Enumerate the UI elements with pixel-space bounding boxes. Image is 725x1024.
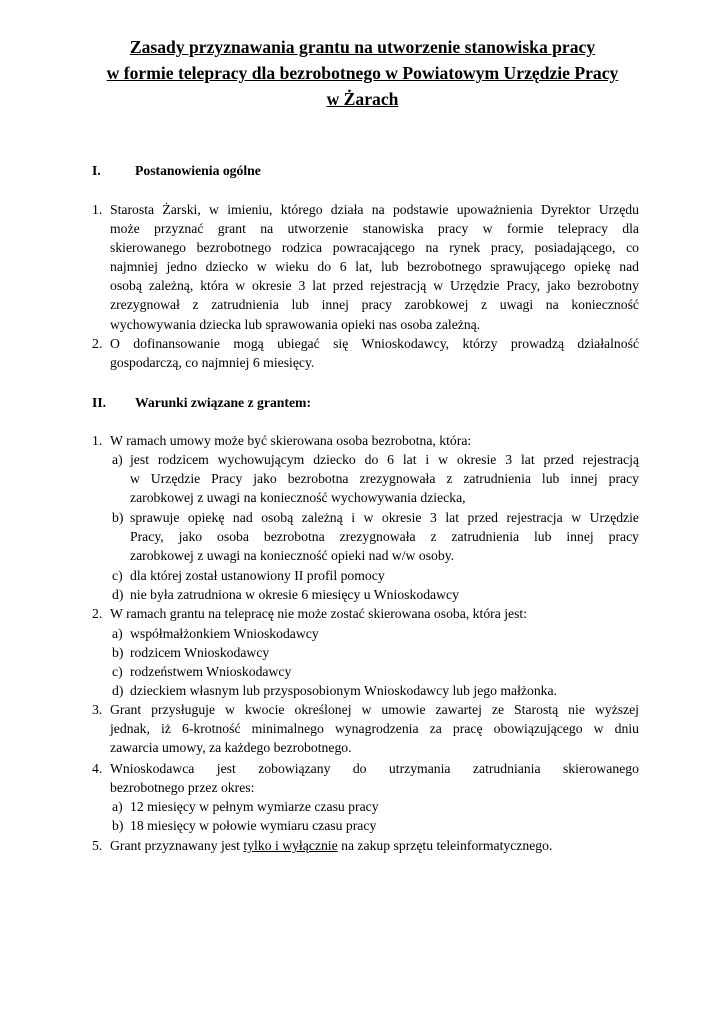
item-letter: d) bbox=[112, 587, 124, 602]
text-line: bezrobotnego przez okres: bbox=[110, 780, 255, 796]
text-line: zrezygnował z zatrudnienia lub innej pracy zarobkowej z uwagi na konieczność bbox=[110, 297, 639, 313]
text-line: może przyznać grant na utworzenie stanowiska pracy w formie telepracy dla bbox=[110, 221, 639, 237]
document-title bbox=[40, 34, 685, 112]
text-line: osobą zależną, która w okresie 3 lat przed rejestracją w Urzędzie Pracy, jako bezrobotny bbox=[110, 278, 639, 294]
text-line: jednak, iż 6-krotność minimalnego wynagrodzenia za pracę obowiązującego w dniu bbox=[110, 721, 639, 737]
item-text bbox=[110, 334, 639, 372]
text-line: Grant przysługuje w kwocie określonej w umowie zawartej ze Starostą nie wyższej bbox=[110, 702, 639, 717]
section-title: Warunki związane z grantem: bbox=[135, 395, 312, 410]
text-line: sprawuje opiekę nad osobą zależną i w okresie 3 lat przed rejestracja w Urzędzie bbox=[130, 510, 639, 525]
title-line-2: w formie telepracy dla bezrobotnego w Powiatowym Urzędzie Pracy bbox=[106, 63, 619, 83]
item-text bbox=[110, 200, 639, 334]
item-number: 3. bbox=[92, 702, 103, 717]
item-letter: a) bbox=[112, 452, 123, 467]
item-letter: a) bbox=[112, 626, 123, 641]
text-line: zarobkowej z uwagi na konieczność wychowywania dziecka, bbox=[130, 490, 466, 506]
item-text bbox=[130, 508, 639, 565]
item-text: dzieckiem własnym lub przysposobionym Wnioskodawcy lub jego małżonka. bbox=[130, 683, 558, 698]
item-text: rodzicem Wnioskodawcy bbox=[130, 645, 270, 660]
item-text bbox=[110, 700, 639, 757]
section-numeral: I. bbox=[92, 163, 101, 178]
text-line: skierowanego bezrobotnego rodzica powracającego na rynek pracy, posiadającego, co bbox=[110, 240, 639, 256]
item-text: nie była zatrudniona w okresie 6 miesięcy u Wnioskodawcy bbox=[130, 587, 459, 602]
text-line: zawarcia umowy, za każdego bezrobotnego. bbox=[110, 740, 352, 756]
item-number: 2. bbox=[92, 336, 103, 351]
item-number: 5. bbox=[92, 838, 103, 853]
text-line: najmniej jedno dziecko w wieku do 6 lat, lub bezrobotnego sprawującego opiekę nad bbox=[110, 259, 639, 275]
underlined-text: tylko i wyłącznie bbox=[243, 838, 338, 853]
item-text: W ramach umowy może być skierowana osoba bezrobotna, która: bbox=[110, 433, 472, 448]
item-number: 1. bbox=[92, 202, 103, 217]
item-number: 2. bbox=[92, 606, 103, 621]
item-text bbox=[130, 450, 639, 507]
text-line: jest rodzicem wychowującym dziecko do 6 lat i w okresie 3 lat przed rejestracją bbox=[130, 452, 639, 467]
item-letter: c) bbox=[112, 664, 123, 679]
item-letter: d) bbox=[112, 683, 124, 698]
item-text: 12 miesięcy w pełnym wymiarze czasu pracy bbox=[130, 799, 379, 814]
text-line: Pracy, jako osoba bezrobotna zrezygnowała z zatrudnienia lub innej pracy bbox=[130, 529, 639, 545]
item-letter: c) bbox=[112, 568, 123, 583]
item-letter: b) bbox=[112, 818, 124, 833]
text-line: w Urzędzie Pracy jako bezrobotna zrezygnowała z zatrudnienia lub innej pracy bbox=[130, 471, 639, 487]
item-text: rodzeństwem Wnioskodawcy bbox=[130, 664, 292, 679]
item-text bbox=[110, 836, 552, 855]
text-line: Starosta Żarski, w imieniu, którego działa na podstawie upoważnienia Dyrektor Urzędu bbox=[110, 202, 639, 217]
section-numeral: II. bbox=[92, 395, 107, 410]
text-line: zarobkowej z uwagi na konieczność opieki nad w/w osoby. bbox=[130, 548, 455, 564]
text-after: na zakup sprzętu teleinformatycznego. bbox=[337, 838, 553, 853]
title-line-1: Zasady przyznawania grantu na utworzenie stanowiska pracy bbox=[129, 37, 596, 57]
item-letter: b) bbox=[112, 510, 124, 525]
item-text: 18 miesięcy w połowie wymiaru czasu pracy bbox=[130, 818, 377, 833]
text-line: wychowywania dziecka lub sprawowania opieki nas osoba zależną. bbox=[110, 316, 481, 332]
section-title: Postanowienia ogólne bbox=[135, 163, 261, 178]
item-text: W ramach grantu na telepracę nie może zostać skierowana osoba, która jest: bbox=[110, 606, 528, 621]
item-text: współmałżonkiem Wnioskodawcy bbox=[130, 626, 319, 641]
item-number: 4. bbox=[92, 761, 103, 776]
text-line: gospodarczą, co najmniej 6 miesięcy. bbox=[110, 355, 315, 371]
text-before: Grant przyznawany jest bbox=[110, 838, 244, 853]
item-number: 1. bbox=[92, 433, 103, 448]
text-line: O dofinansowanie mogą ubiegać się Wnioskodawcy, którzy prowadzą działalność bbox=[110, 336, 639, 351]
item-letter: b) bbox=[112, 645, 124, 660]
item-text bbox=[110, 759, 639, 797]
title-line-3: w Żarach bbox=[326, 89, 399, 109]
text-line: Wnioskodawca jest zobowiązany do utrzymania zatrudniania skierowanego bbox=[110, 761, 639, 776]
item-text: dla której został ustanowiony II profil pomocy bbox=[130, 568, 385, 583]
item-letter: a) bbox=[112, 799, 123, 814]
